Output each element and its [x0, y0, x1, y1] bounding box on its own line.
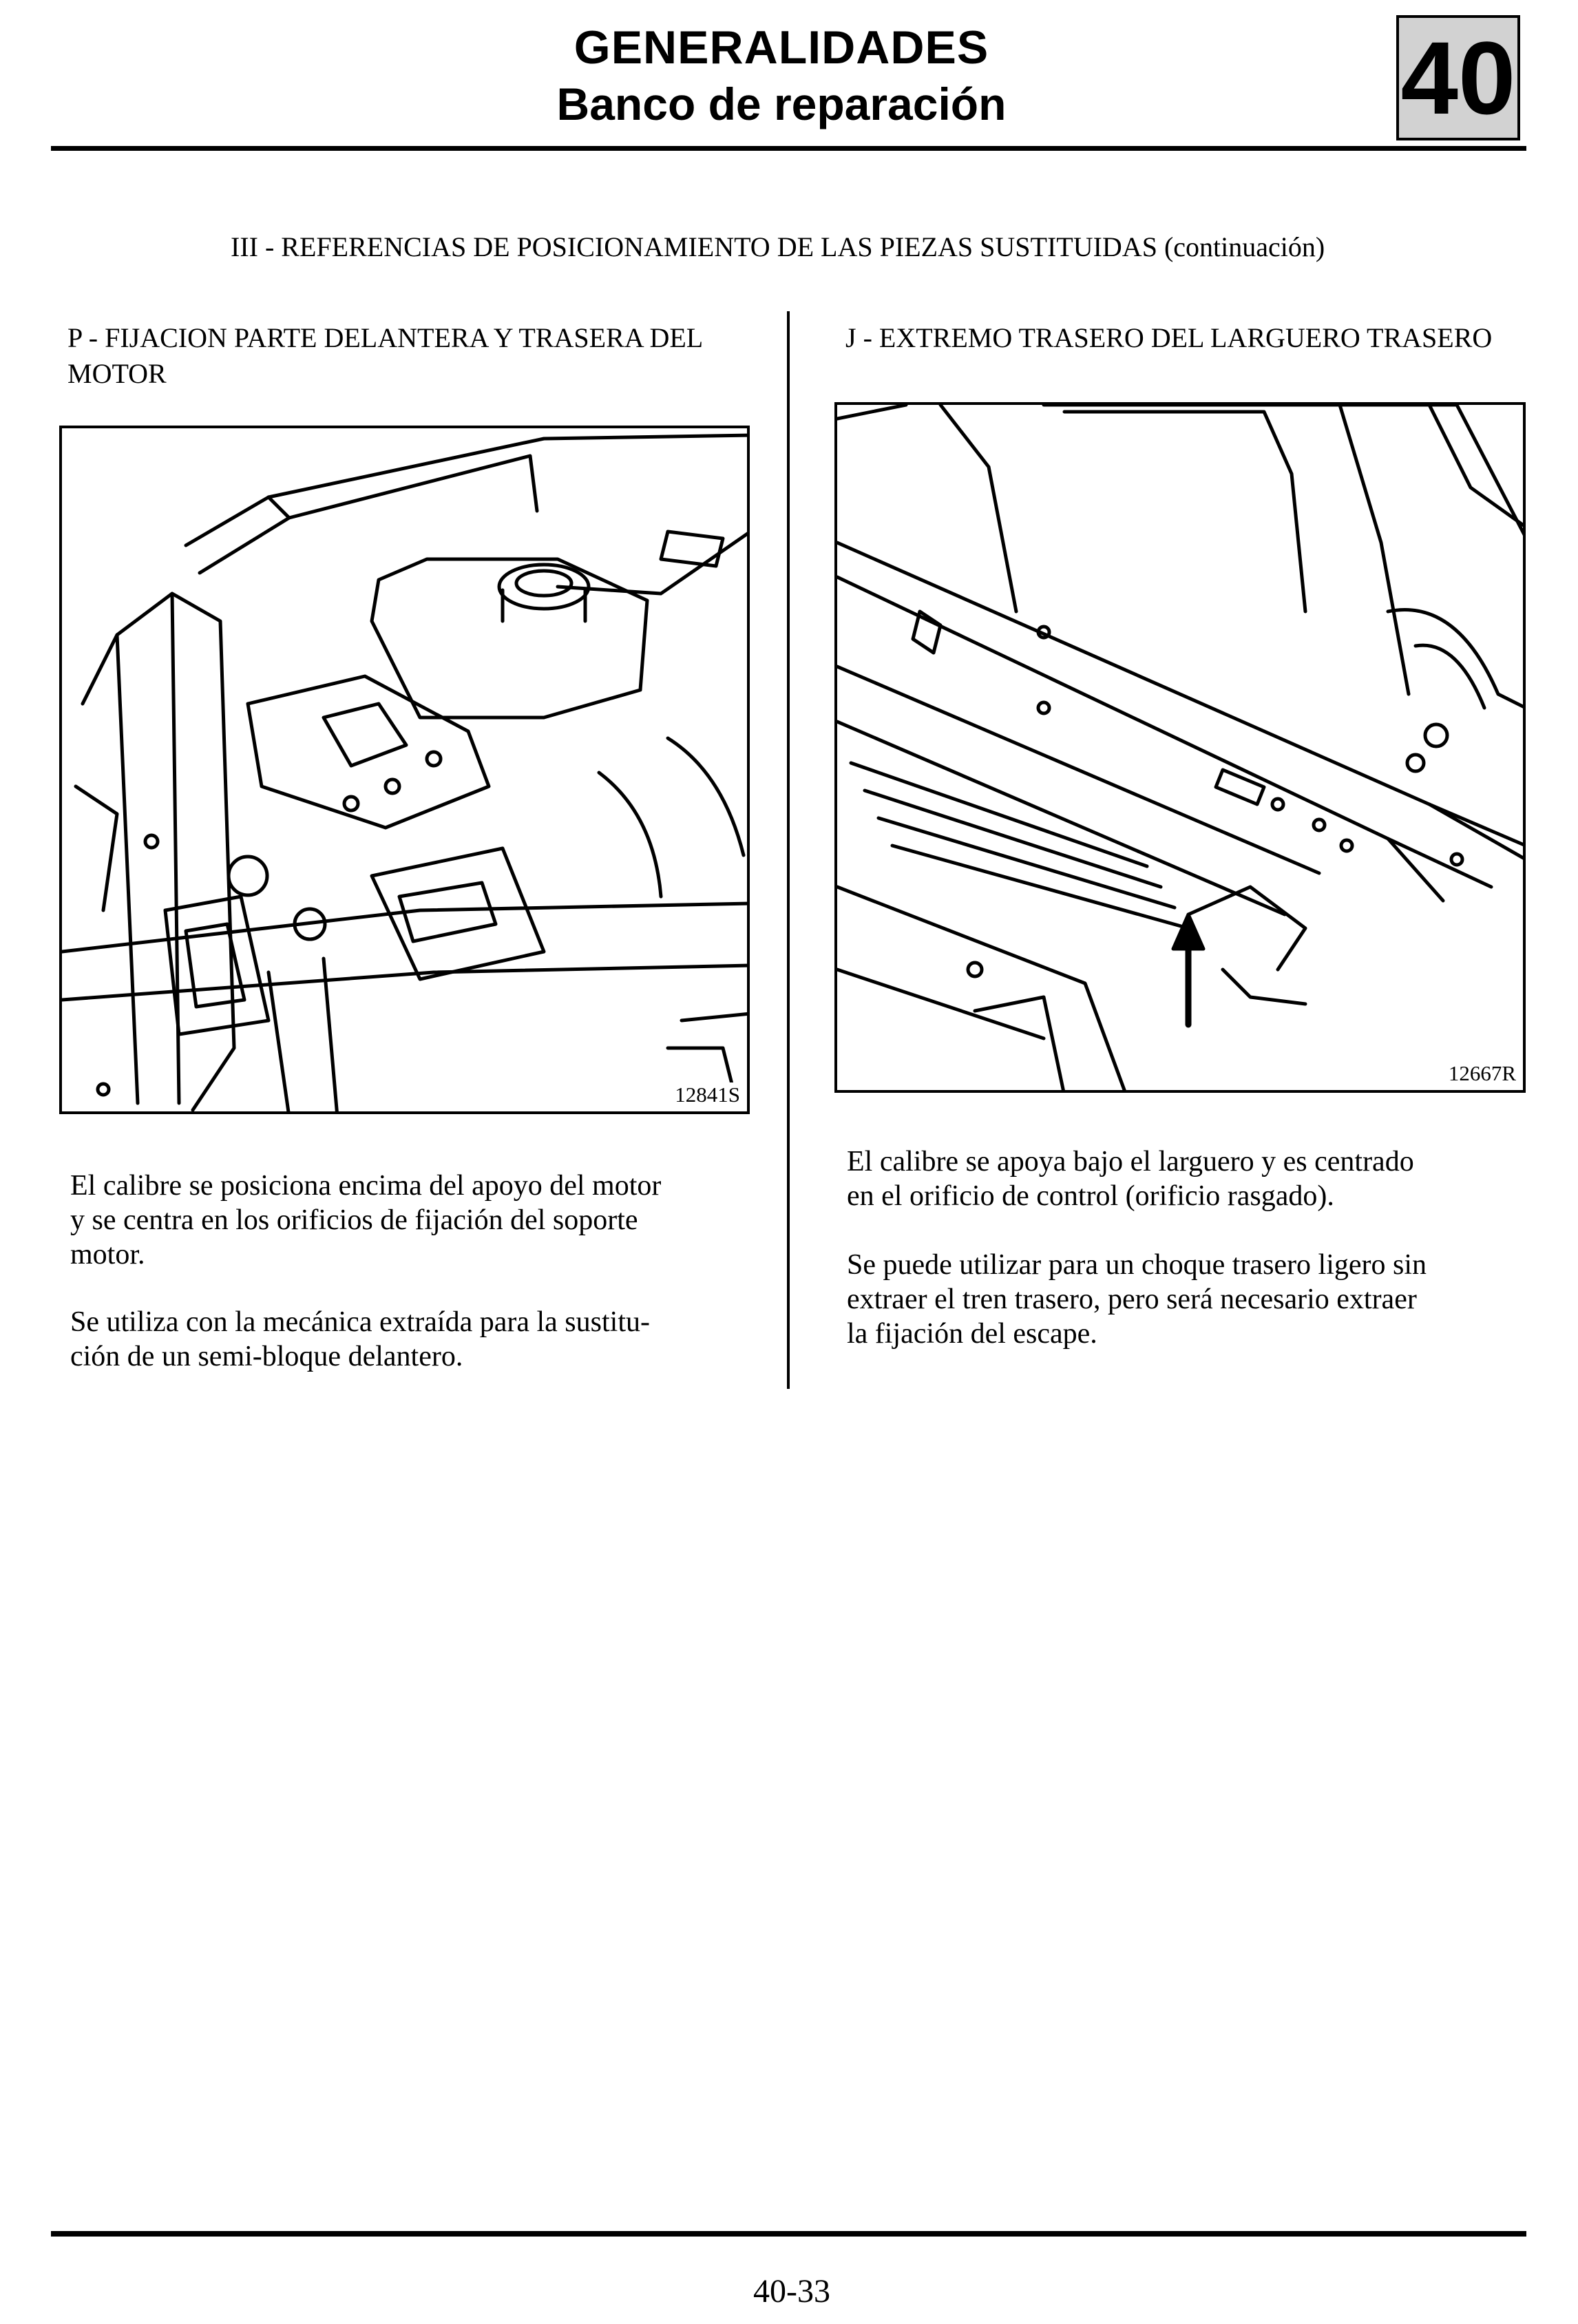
text-line: El calibre se apoya bajo el larguero y es centrado: [847, 1146, 1414, 1177]
engine-mount-figure: [59, 426, 750, 1114]
text-line: Se utiliza con la mecánica extraída para la sustitu-: [70, 1306, 650, 1338]
rear-member-figure: [834, 402, 1526, 1093]
text-line: motor.: [70, 1239, 145, 1270]
text-line: y se centra en los orificios de fijación del soporte: [70, 1204, 638, 1236]
text-line: en el orificio de control (orificio rasgado).: [847, 1180, 1334, 1212]
left-figure-ref: 12841S: [675, 1082, 740, 1107]
left-heading-line2: MOTOR: [67, 358, 167, 389]
rear-member-drawing: [837, 405, 1526, 1093]
header-rule: [51, 146, 1526, 151]
text-line: El calibre se posiciona encima del apoyo del motor: [70, 1170, 662, 1202]
header-subtitle: Banco de reparación: [556, 78, 1007, 129]
section-heading: III - REFERENCIAS DE POSICIONAMIENTO DE LAS PIEZAS SUSTITUIDAS (continuación): [231, 231, 1325, 262]
engine-mount-drawing: [62, 428, 750, 1114]
left-paragraph-2: [70, 1305, 650, 1374]
text-line: la fijación del escape.: [847, 1318, 1097, 1350]
left-heading-line1: P - FIJACION PARTE DELANTERA Y TRASERA DEL: [67, 322, 704, 353]
right-paragraph-2: [847, 1248, 1427, 1351]
right-figure-ref: 12667R: [1448, 1061, 1516, 1085]
left-heading: [67, 320, 703, 392]
chapter-number: 40: [1400, 20, 1516, 136]
header-title: GENERALIDADES: [574, 21, 989, 74]
page-number: 40-33: [753, 2273, 830, 2310]
right-heading: J - EXTREMO TRASERO DEL LARGUERO TRASERO: [845, 322, 1493, 353]
footer-rule: [51, 2231, 1526, 2237]
text-line: ción de un semi-bloque delantero.: [70, 1341, 463, 1372]
right-paragraph-1: [847, 1144, 1414, 1213]
text-line: extraer el tren trasero, pero será necesario extraer: [847, 1284, 1417, 1315]
text-line: Se puede utilizar para un choque trasero ligero sin: [847, 1249, 1427, 1281]
left-paragraph-1: [70, 1169, 661, 1272]
column-divider: [787, 311, 790, 1389]
chapter-badge: [1396, 15, 1520, 140]
